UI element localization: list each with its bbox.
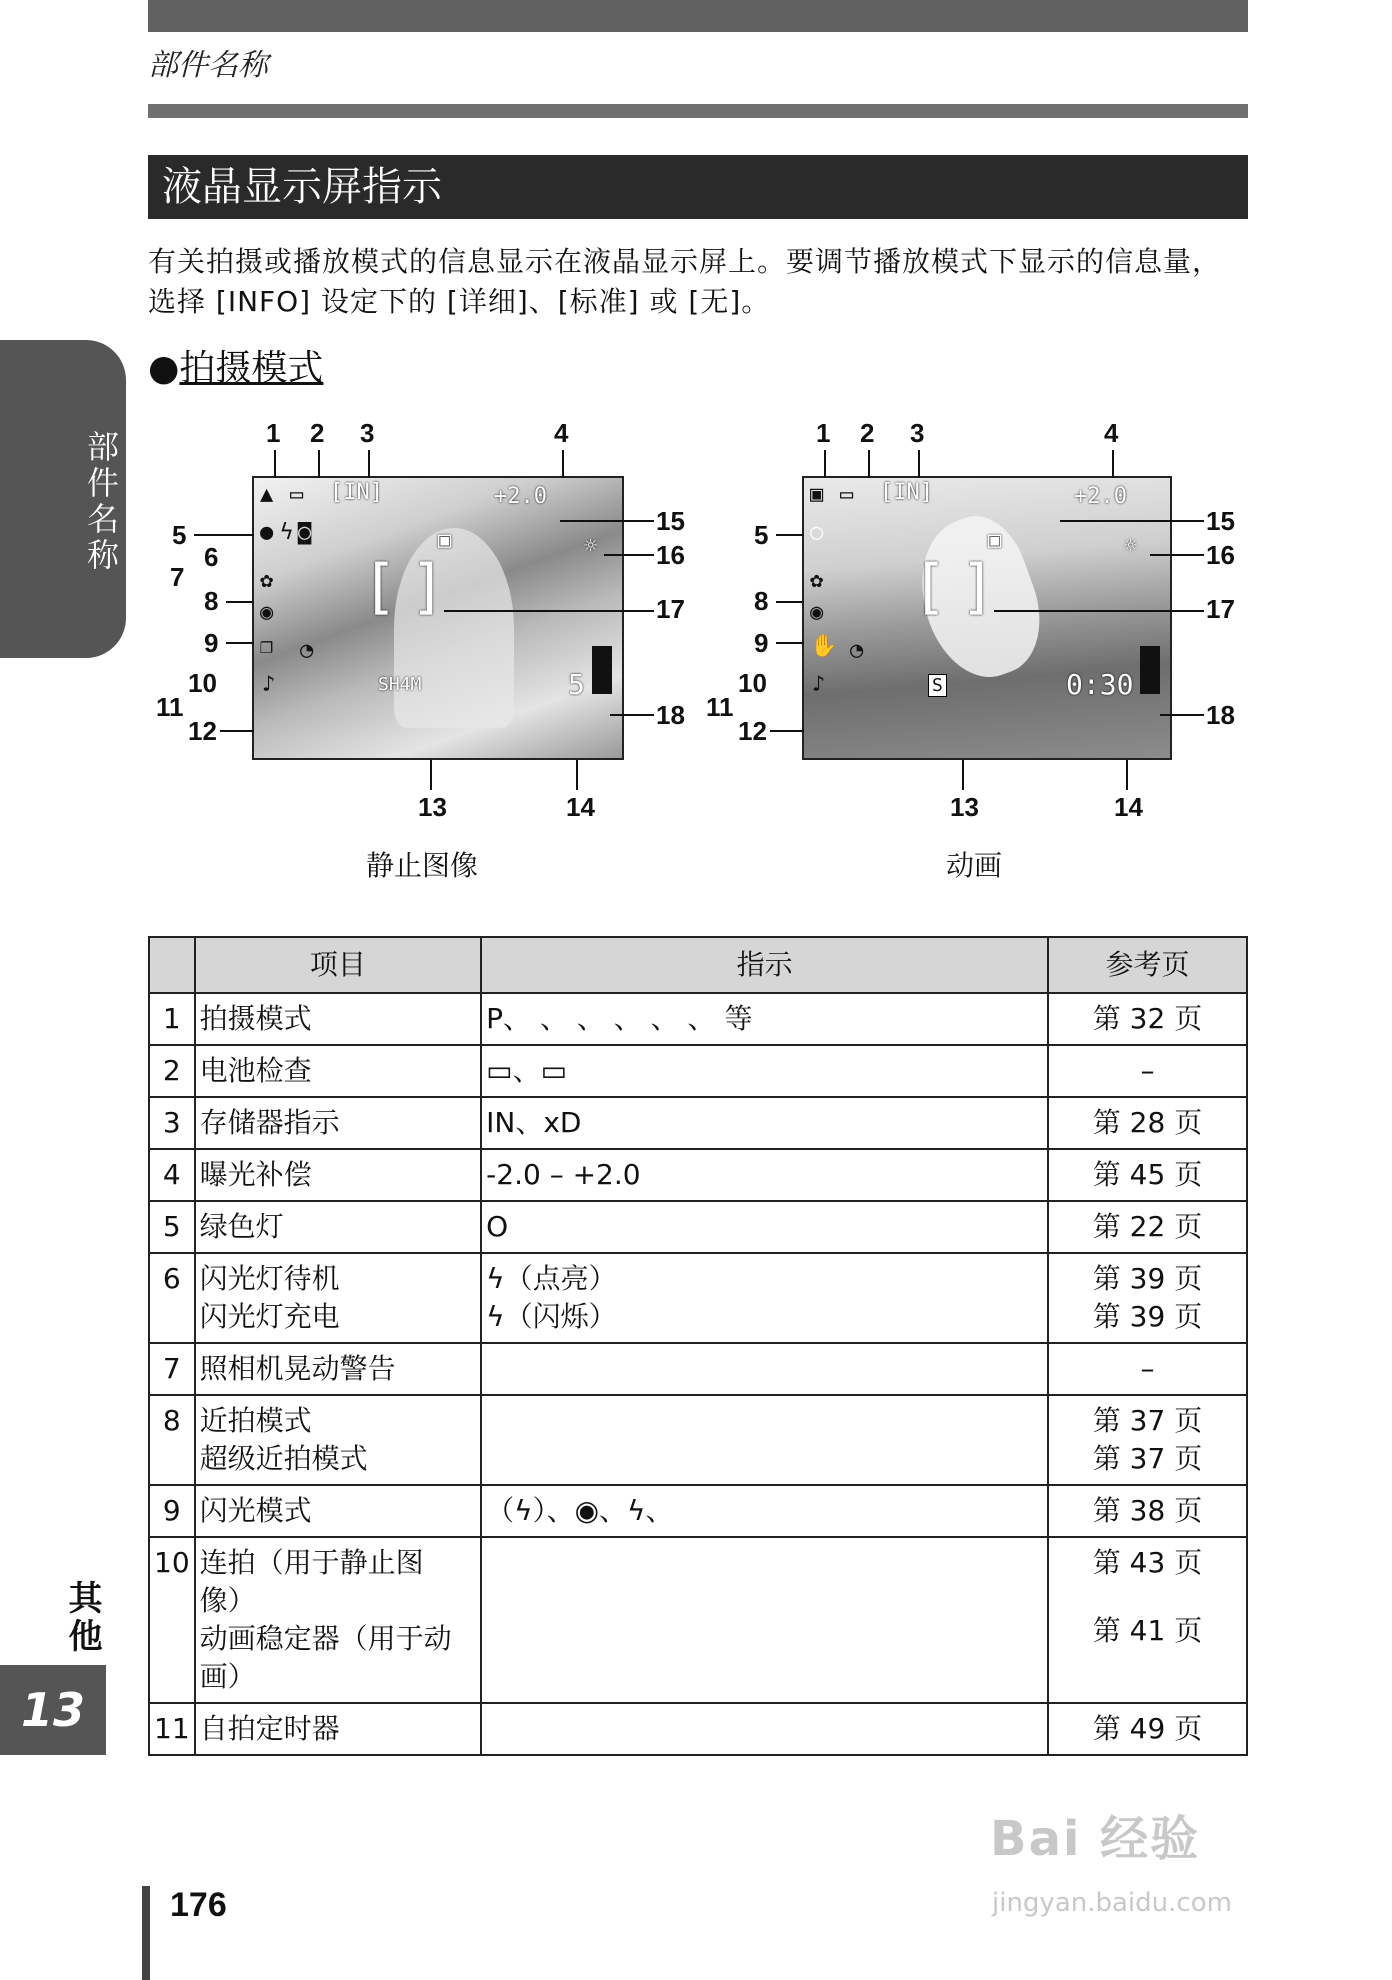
row-ref xyxy=(1048,1045,1247,1097)
row-number: 10 xyxy=(149,1537,195,1703)
leader-line xyxy=(776,642,804,644)
still-image-screen xyxy=(252,476,624,760)
ref-page: 第 28 页 xyxy=(1092,1106,1203,1139)
flash-mode-icon: ◉ xyxy=(810,600,824,625)
callout-10: 10 xyxy=(738,668,767,698)
leader-line xyxy=(562,450,564,478)
callout-3: 3 xyxy=(360,418,375,448)
memory-indicator: [IN] xyxy=(880,480,933,505)
running-head: 部件名称 xyxy=(148,48,268,83)
leader-line xyxy=(560,520,654,522)
leader-line xyxy=(194,534,254,536)
af-target-left: [ xyxy=(370,552,394,622)
watermark-logo: Bai 经验 xyxy=(990,1811,1201,1867)
callout-16: 16 xyxy=(656,540,685,570)
row-indicator: IN、xD xyxy=(481,1097,1048,1149)
leader-line xyxy=(226,601,254,603)
callout-15: 15 xyxy=(656,506,685,536)
table-row xyxy=(149,1045,1247,1097)
leader-line xyxy=(220,730,254,732)
row-ref xyxy=(1048,1537,1247,1703)
callout-14: 14 xyxy=(1114,792,1143,822)
row-item: 绿色灯 xyxy=(195,1201,482,1253)
row-indicator: P、 、 、 、 、 、 等 xyxy=(481,993,1048,1045)
self-timer-icon: ◔ xyxy=(850,638,864,663)
table-row xyxy=(149,1537,1247,1703)
flash-mode-icon: ◉ xyxy=(260,600,274,625)
table-row xyxy=(149,1149,1247,1201)
leader-line xyxy=(444,610,654,612)
col-item: 项目 xyxy=(195,937,482,993)
row-ref xyxy=(1048,993,1247,1045)
row-number: 11 xyxy=(149,1703,195,1755)
callout-17: 17 xyxy=(1206,594,1235,624)
callout-8: 8 xyxy=(204,586,219,616)
table-row xyxy=(149,1097,1247,1149)
table-row xyxy=(149,1253,1247,1343)
row-item: 闪光模式 xyxy=(195,1485,482,1537)
ref-page: 第 32 页 xyxy=(1092,1002,1203,1035)
callout-1: 1 xyxy=(816,418,831,448)
af-target-right: ] xyxy=(964,552,988,622)
leader-line xyxy=(274,450,276,478)
row-indicator xyxy=(481,1537,1048,1703)
memory-indicator: [IN] xyxy=(330,480,383,505)
callout-13: 13 xyxy=(950,792,979,822)
leader-line xyxy=(776,534,804,536)
leader-line xyxy=(1150,554,1204,556)
ref-page: 第 37 页 xyxy=(1092,1442,1203,1475)
table-body xyxy=(149,993,1247,1755)
battery-icon: ▭ xyxy=(290,482,304,507)
col-num xyxy=(149,937,195,993)
callout-6: 6 xyxy=(204,542,219,572)
callout-16: 16 xyxy=(1206,540,1235,570)
callout-4: 4 xyxy=(554,418,569,448)
row-number: 2 xyxy=(149,1045,195,1097)
callout-1: 1 xyxy=(266,418,281,448)
ref-page: 第 39 页 xyxy=(1092,1262,1203,1295)
row-ref xyxy=(1048,1485,1247,1537)
bullet-icon: ● xyxy=(148,348,180,389)
callout-5: 5 xyxy=(172,520,187,550)
callout-10: 10 xyxy=(188,668,217,698)
callout-9: 9 xyxy=(204,628,219,658)
leader-line xyxy=(610,714,654,716)
callout-5: 5 xyxy=(754,520,769,550)
callout-4: 4 xyxy=(1104,418,1119,448)
photo-subject xyxy=(394,528,514,728)
leader-line xyxy=(430,760,432,790)
green-lamp-icon: ○ xyxy=(810,520,824,545)
spot-metering-icon: ▣ xyxy=(438,528,452,553)
leader-line xyxy=(576,760,578,790)
row-ref xyxy=(1048,1253,1247,1343)
ref-page: 第 39 页 xyxy=(1092,1300,1203,1333)
row-item: 照相机晃动警告 xyxy=(195,1343,482,1395)
callout-11: 11 xyxy=(706,692,734,722)
side-tab-label: 部件名称 xyxy=(82,430,120,574)
row-number: 6 xyxy=(149,1253,195,1343)
callout-2: 2 xyxy=(860,418,875,448)
row-ref xyxy=(1048,1343,1247,1395)
header-rule xyxy=(148,104,1248,118)
table-row xyxy=(149,1703,1247,1755)
table-row xyxy=(149,1395,1247,1485)
chapter-number: 13 xyxy=(0,1665,106,1755)
ref-page: 第 43 页 xyxy=(1092,1546,1203,1579)
side-other-label: 其他 xyxy=(62,1580,102,1656)
white-balance-icon: ☼ xyxy=(584,534,598,559)
table-row xyxy=(149,1343,1247,1395)
flash-standby-icon: ϟ xyxy=(280,520,294,545)
row-indicator: O xyxy=(481,1201,1048,1253)
leader-line xyxy=(918,450,920,478)
row-item: 电池检查 xyxy=(195,1045,482,1097)
callout-14: 14 xyxy=(566,792,595,822)
row-ref xyxy=(1048,1201,1247,1253)
callout-7: 7 xyxy=(170,562,185,592)
leader-line xyxy=(962,760,964,790)
self-timer-icon: ◔ xyxy=(300,638,314,663)
callout-11: 11 xyxy=(156,692,184,722)
leader-line xyxy=(1060,520,1204,522)
row-indicator: -2.0 – +2.0 xyxy=(481,1149,1048,1201)
leader-line xyxy=(994,610,1204,612)
row-ref xyxy=(1048,1703,1247,1755)
indicator-table xyxy=(148,936,1248,1756)
watermark-url: jingyan.baidu.com xyxy=(992,1888,1232,1918)
ref-page: 第 22 页 xyxy=(1092,1210,1203,1243)
af-target-right: ] xyxy=(414,552,438,622)
table-row xyxy=(149,1201,1247,1253)
section-title: 液晶显示屏指示 xyxy=(148,155,1248,219)
scene-mode-icon: ▲ xyxy=(260,482,274,507)
callout-9: 9 xyxy=(754,628,769,658)
leader-line xyxy=(1126,760,1128,790)
exposure-value: +2.0 xyxy=(494,484,547,509)
leader-line xyxy=(1112,450,1114,478)
callout-2: 2 xyxy=(310,418,325,448)
row-ref xyxy=(1048,1395,1247,1485)
callout-17: 17 xyxy=(656,594,685,624)
callout-12: 12 xyxy=(738,716,767,746)
table-row xyxy=(149,1485,1247,1537)
row-indicator: ϟ（点亮） ϟ（闪烁） xyxy=(481,1253,1048,1343)
leader-line xyxy=(770,730,804,732)
callout-12: 12 xyxy=(188,716,217,746)
mode-title xyxy=(148,340,323,391)
callout-3: 3 xyxy=(910,418,925,448)
callout-15: 15 xyxy=(1206,506,1235,536)
leader-line xyxy=(604,554,654,556)
row-number: 5 xyxy=(149,1201,195,1253)
row-indicator xyxy=(481,1703,1048,1755)
row-number: 7 xyxy=(149,1343,195,1395)
row-item: 近拍模式 超级近拍模式 xyxy=(195,1395,482,1485)
sound-record-icon: ♪ xyxy=(262,672,276,697)
movie-screen xyxy=(802,476,1172,760)
leader-line xyxy=(824,450,826,478)
row-item: 存储器指示 xyxy=(195,1097,482,1149)
memory-gauge xyxy=(592,646,612,694)
ref-page: 第 38 页 xyxy=(1092,1494,1203,1527)
callout-8: 8 xyxy=(754,586,769,616)
row-number: 8 xyxy=(149,1395,195,1485)
mode-title-text: 拍摄模式 xyxy=(179,348,324,389)
top-bar xyxy=(148,0,1248,32)
af-target-left: [ xyxy=(920,552,944,622)
row-item: 闪光灯待机 闪光灯充电 xyxy=(195,1253,482,1343)
callout-18: 18 xyxy=(656,700,685,730)
movie-caption: 动画 xyxy=(946,849,1003,882)
exposure-value: +2.0 xyxy=(1074,484,1127,509)
spot-metering-icon: ▣ xyxy=(988,528,1002,553)
leader-line xyxy=(368,450,370,478)
still-caption: 静止图像 xyxy=(366,849,479,882)
row-indicator xyxy=(481,1395,1048,1485)
table-row xyxy=(149,993,1247,1045)
col-indicator: 指示 xyxy=(481,937,1048,993)
stabilizer-icon: ✋ xyxy=(810,634,838,659)
leader-line xyxy=(1160,714,1204,716)
col-ref: 参考页 xyxy=(1048,937,1247,993)
macro-icon: ✿ xyxy=(260,568,274,593)
leader-line xyxy=(776,601,804,603)
row-item: 拍摄模式 xyxy=(195,993,482,1045)
macro-icon: ✿ xyxy=(810,568,824,593)
row-number: 1 xyxy=(149,993,195,1045)
intro-paragraph: 有关拍摄或播放模式的信息显示在液晶显示屏上。要调节播放模式下显示的信息量，选择 [INFO] 设定下的 [详细]、[标准] 或 [无]。 xyxy=(148,245,1222,318)
row-number: 9 xyxy=(149,1485,195,1537)
ref-page: 第 41 页 xyxy=(1092,1614,1203,1647)
callout-13: 13 xyxy=(418,792,447,822)
memory-gauge xyxy=(1140,646,1160,694)
sound-record-icon: ♪ xyxy=(812,672,826,697)
leader-line xyxy=(868,450,870,478)
row-number: 4 xyxy=(149,1149,195,1201)
ref-page: – xyxy=(1140,1054,1155,1087)
ref-page: 第 37 页 xyxy=(1092,1404,1203,1437)
row-indicator xyxy=(481,1343,1048,1395)
row-indicator: （ϟ）、◉、ϟ、 xyxy=(481,1485,1048,1537)
ref-page: 第 45 页 xyxy=(1092,1158,1203,1191)
camera-shake-icon: ◙ xyxy=(298,520,312,545)
row-ref xyxy=(1048,1149,1247,1201)
row-item: 曝光补偿 xyxy=(195,1149,482,1201)
row-item: 连拍（用于静止图像） 动画稳定器（用于动画） xyxy=(195,1537,482,1703)
table-header-row xyxy=(149,937,1247,993)
record-mode: S xyxy=(928,674,947,697)
white-balance-icon: ☼ xyxy=(1124,534,1138,559)
page-bar xyxy=(142,1886,150,1980)
ref-page: 第 49 页 xyxy=(1092,1712,1203,1745)
record-mode: SH4M xyxy=(378,674,422,695)
drive-mode-icon: ❐ xyxy=(260,634,274,659)
leader-line xyxy=(318,450,320,478)
movie-mode-icon: ▣ xyxy=(810,482,824,507)
page-number: 176 xyxy=(170,1886,227,1924)
row-item: 自拍定时器 xyxy=(195,1703,482,1755)
green-lamp-icon: ● xyxy=(260,520,274,545)
ref-page: – xyxy=(1140,1352,1155,1385)
remaining-time: 0:30 xyxy=(1066,668,1134,701)
callout-18: 18 xyxy=(1206,700,1235,730)
row-ref xyxy=(1048,1097,1247,1149)
remaining-shots: 5 xyxy=(568,668,585,701)
battery-icon: ▭ xyxy=(840,482,854,507)
row-indicator: ▭、▭ xyxy=(481,1045,1048,1097)
leader-line xyxy=(226,642,254,644)
row-number: 3 xyxy=(149,1097,195,1149)
